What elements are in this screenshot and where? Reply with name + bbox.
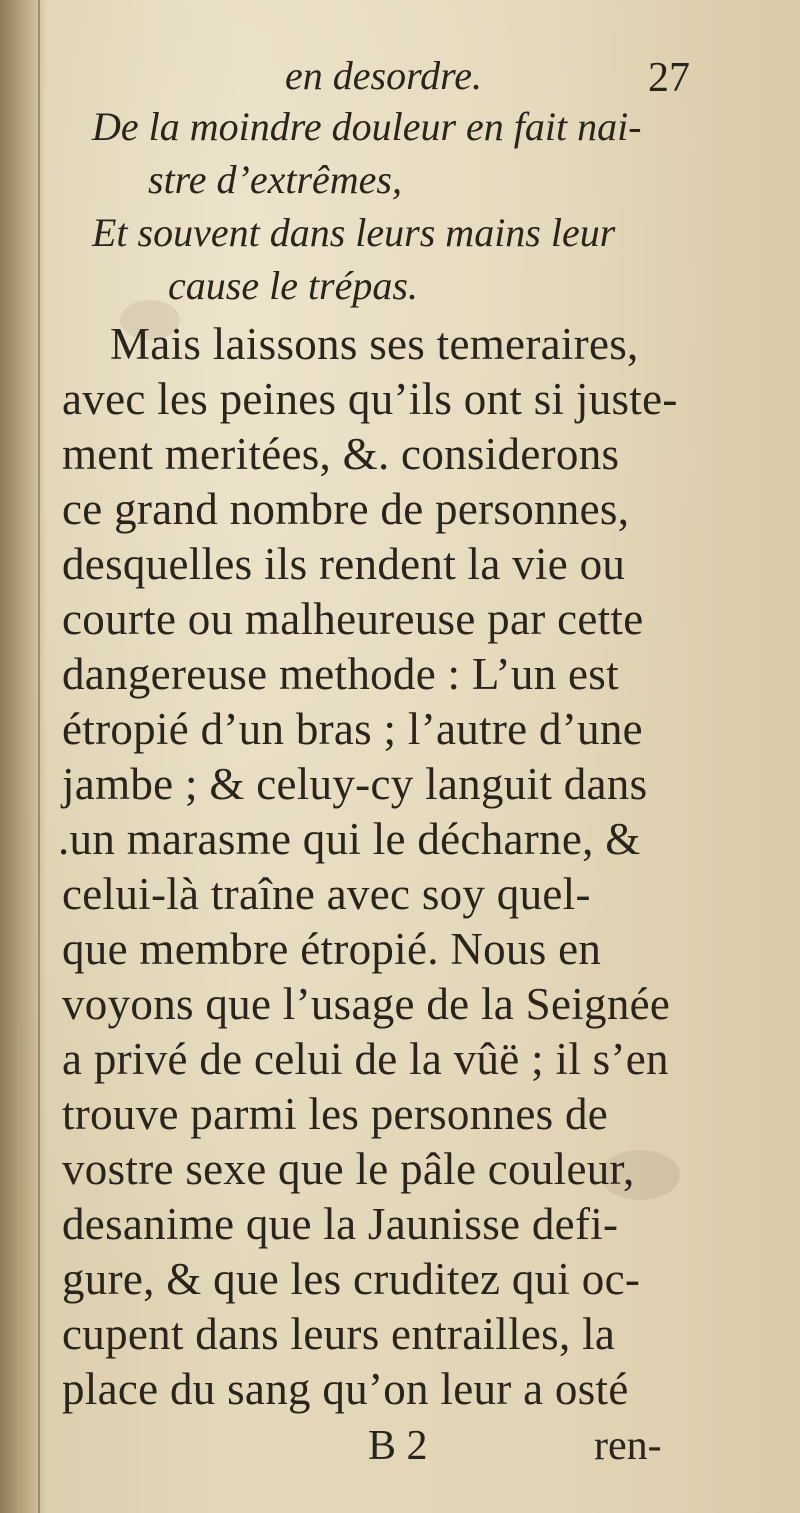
text-line: étropié d’un bras ; l’autre d’une: [62, 704, 643, 754]
text-line: desanime que la Jaunisse defi-: [62, 1199, 619, 1249]
text-line: ment meritées, &. considerons: [62, 429, 620, 479]
text-line: trouve parmi les personnes de: [62, 1089, 609, 1139]
text-line: jambe ; & celuy-cy languit dans: [62, 759, 648, 809]
running-title: en desordre.: [285, 53, 482, 98]
text-line: gure, & que les cruditez qui oc-: [62, 1254, 641, 1304]
text-line: ce grand nombre de personnes,: [62, 484, 630, 534]
text-line: dangereuse methode : L’un est: [62, 649, 619, 699]
page-number: 27: [648, 55, 690, 101]
text-line: courte ou malheureuse par cette: [62, 594, 644, 644]
verse-line: De la moindre douleur en fait nai-: [92, 104, 642, 149]
text-line: que membre étropié. Nous en: [62, 924, 602, 974]
text-line: desquelles ils rendent la vie ou: [62, 539, 626, 589]
text-line: voyons que l’usage de la Seignée: [62, 979, 671, 1029]
verse-line: Et souvent dans leurs mains leur: [92, 210, 616, 255]
text-line: .un marasme qui le décharne, &: [58, 814, 641, 864]
signature-mark: B 2: [368, 1423, 428, 1469]
verse-line: cause le trépas.: [168, 263, 418, 308]
text-line: avec les peines qu’ils ont si juste-: [62, 374, 678, 424]
text-line: Mais laissons ses temeraires,: [110, 319, 639, 369]
verse-line: stre d’extrêmes,: [148, 157, 402, 202]
catchword: ren-: [594, 1423, 662, 1469]
text-line: place du sang qu’on leur a osté: [62, 1364, 629, 1414]
text-line: a privé de celui de la vûë ; il s’en: [62, 1034, 669, 1084]
text-line: vostre sexe que le pâle couleur,: [62, 1144, 635, 1194]
text-line: celui-là traîne avec soy quel-: [62, 869, 591, 919]
running-head: [0, 48, 800, 104]
binding-edge: [38, 0, 40, 1513]
text-line: cupent dans leurs entrailles, la: [62, 1309, 616, 1359]
